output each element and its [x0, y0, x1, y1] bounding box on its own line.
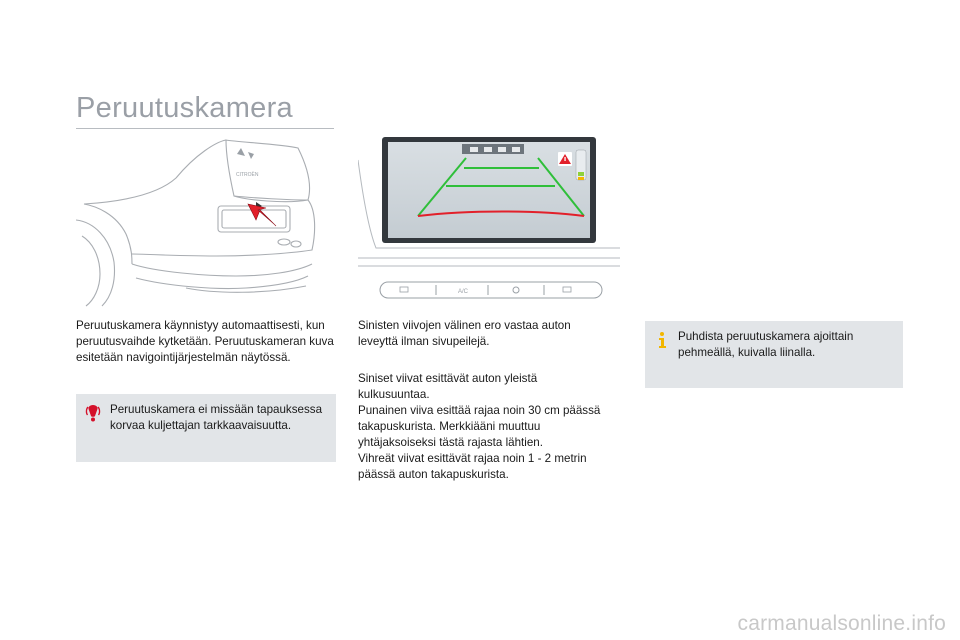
guide-line-direction: Siniset viivat esittävät auton yleistä kulkusuuntaa. — [358, 372, 538, 401]
red-arrow-icon — [248, 204, 276, 226]
blue-lines-paragraph: Sinisten viivojen välinen ero vastaa auton leveyttä ilman sivupeilejä. — [358, 319, 571, 348]
guide-line-red: Punainen viiva esittää rajaa noin 30 cm päässä takapuskurista. Merkkiääni muuttuu yhtäjaksoiseksi tästä rajasta lähtien. — [358, 404, 601, 449]
info-box — [645, 321, 903, 388]
warning-exclamation-icon — [84, 404, 102, 422]
warning-text: Peruutuskamera ei missään tapauksessa korvaa kuljettajan tarkkaavaisuutta. — [110, 403, 323, 432]
page-title: Peruutuskamera — [76, 92, 293, 124]
warning-box — [76, 394, 336, 462]
watermark: carmanualsonline.info — [737, 612, 946, 635]
guide-line-green: Vihreät viivat esittävät rajaa noin 1 - 2 metrin päässä auton takapuskurista. — [358, 452, 587, 481]
info-i-icon — [653, 331, 671, 349]
intro-paragraph: Peruutuskamera käynnistyy automaattisesti, kun peruutusvaihde kytketään. Peruutuskameran kuva esitetään navigointijärjestelmän näytössä. — [76, 319, 334, 364]
info-text: Puhdista peruutuskamera ajoittain pehmeällä, kuivalla liinalla. — [678, 330, 854, 359]
ac-button-label: A/C — [458, 289, 469, 295]
title-underline — [76, 128, 334, 129]
guide-lines-paragraph — [358, 371, 610, 483]
navigation-screen-illustration — [358, 130, 620, 310]
car-rear-camera-illustration — [76, 138, 334, 308]
car-brand-badge: CITROËN — [236, 172, 259, 178]
